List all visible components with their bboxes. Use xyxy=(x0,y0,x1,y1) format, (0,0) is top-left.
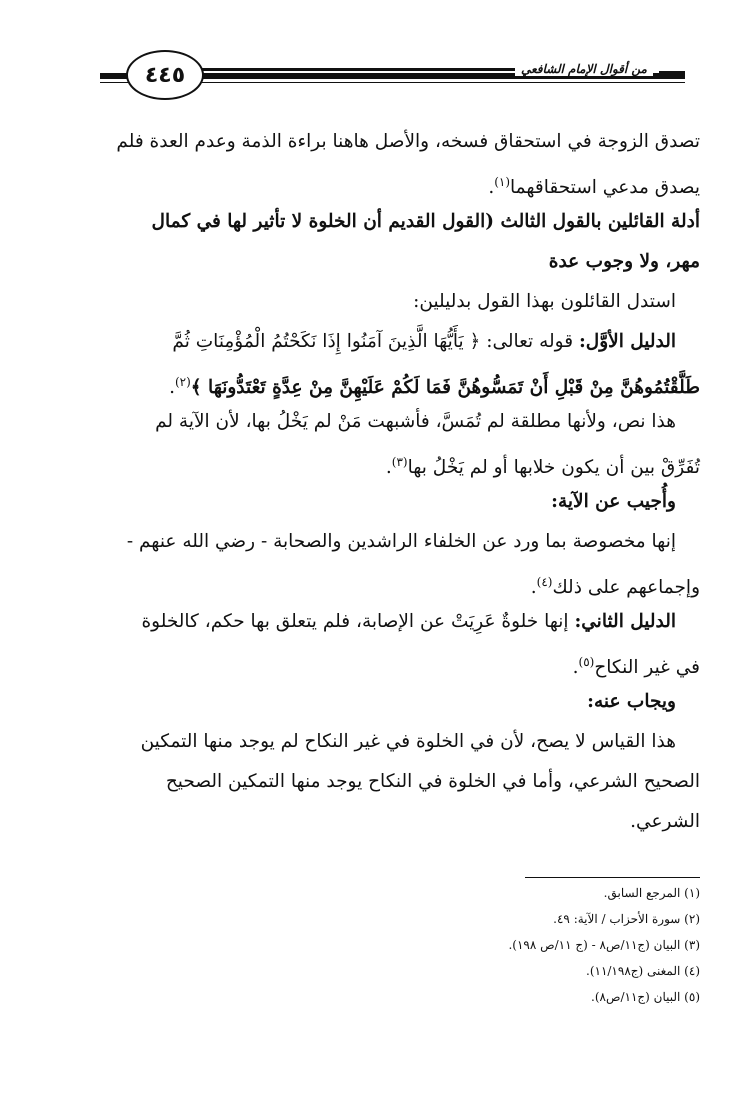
text-span: . xyxy=(572,657,579,679)
evidence-label: الدليل الأوَّل: xyxy=(578,331,676,352)
footnote-item: (٢) سورة الأحزاب / الآية: ٤٩. xyxy=(553,912,700,926)
text-line xyxy=(100,282,700,322)
text-span: إنها خلوةٌ عَرِيَتْ عن الإصابة، فلم يتعلق بها حكم، كالخلوة xyxy=(141,611,569,632)
footnote-item: (٣) البيان (ج١١/ص٨ - (ج ١١/ص ١٩٨). xyxy=(508,938,700,952)
text-line xyxy=(100,322,700,362)
text-line xyxy=(100,642,700,682)
text-line xyxy=(100,122,700,162)
text-line xyxy=(100,522,700,562)
text-span: تصدق الزوجة في استحقاق فسخه، والأصل هاهنا براءة الذمة وعدم العدة فلم xyxy=(116,131,700,152)
quran-verse: طَلَّقْتُمُوهُنَّ مِنْ قَبْلِ أَنْ تَمَسُّوهُنَّ فَمَا لَكُمْ عَلَيْهِنَّ مِنْ عِدَّةٍ تَعْتَدُّونَهَا ﴾ xyxy=(190,377,700,399)
footnote-ref: (١) xyxy=(494,175,511,189)
text-line xyxy=(100,562,700,602)
evidence-label: الدليل الثاني: xyxy=(574,611,676,632)
page-header xyxy=(100,50,685,98)
footnote-item: (١) المرجع السابق. xyxy=(603,886,700,900)
text-span: يصدق مدعي استحقاقهما xyxy=(510,177,700,199)
text-span: . xyxy=(385,457,392,479)
page-number: ٤٤٥ xyxy=(126,50,204,100)
main-text xyxy=(100,122,700,842)
footnotes xyxy=(300,880,700,1010)
text-span: قوله تعالى: ﴿ يَأَيُّهَا الَّذِينَ آمَنُوا إِذَا نَكَحْتُمُ الْمُؤْمِنَاتِ ثُمَّ xyxy=(172,331,574,352)
footnote-separator xyxy=(525,877,700,878)
text-span: . xyxy=(530,577,537,599)
text-span: ويجاب عنه: xyxy=(587,691,676,712)
text-span: أدلة القائلين بالقول الثالث (القول القديم أن الخلوة لا تأثير لها في كمال xyxy=(151,211,700,232)
text-span: تُفَرِّقْ بين أن يكون خلابها أو لم يَخْلُ بها xyxy=(407,457,700,479)
text-span: الشرعي. xyxy=(630,811,700,832)
footnote-ref: (٢) xyxy=(174,375,191,389)
subheading xyxy=(100,682,700,722)
text-line xyxy=(100,402,700,442)
text-span: هذا نص، ولأنها مطلقة لم تُمَسَّ، فأشبهت مَنْ لم يَخْلُ بها، لأن الآية لم xyxy=(155,411,676,432)
footnote-ref: (٤) xyxy=(536,575,553,589)
text-line xyxy=(100,162,700,202)
text-span: هذا القياس لا يصح، لأن في الخلوة في غير النكاح لم يوجد منها التمكين xyxy=(140,731,676,752)
text-line xyxy=(100,722,700,762)
text-line xyxy=(100,362,700,402)
footnote-item: (٥) البيان (ج١١/ص٨). xyxy=(591,990,700,1004)
text-span: وإجماعهم على ذلك xyxy=(552,577,700,599)
text-line xyxy=(100,802,700,842)
section-heading-cont xyxy=(100,242,700,282)
footnote-item: (٤) المغنى (ج١١/١٩٨). xyxy=(586,964,700,978)
text-span: في غير النكاح xyxy=(594,657,700,679)
subheading xyxy=(100,482,700,522)
text-span: إنها مخصوصة بما ورد عن الخلفاء الراشدين والصحابة - رضي الله عنهم - xyxy=(126,531,676,552)
text-span: مهر، ولا وجوب عدة xyxy=(548,251,700,272)
text-span: وأُجيب عن الآية: xyxy=(551,491,676,512)
text-line xyxy=(100,762,700,802)
running-title: من أقوال الإمام الشافعي xyxy=(515,62,653,76)
text-line xyxy=(100,602,700,642)
header-end-mark xyxy=(659,71,685,79)
footnote-ref: (٣) xyxy=(391,455,408,469)
text-span: . xyxy=(169,377,175,399)
text-line xyxy=(100,442,700,482)
section-heading xyxy=(100,202,700,242)
footnote-ref: (٥) xyxy=(578,655,595,669)
text-span: الصحيح الشرعي، وأما في الخلوة في النكاح يوجد منها التمكين الصحيح xyxy=(165,771,700,792)
text-span: . xyxy=(488,177,495,199)
text-span: استدل القائلون بهذا القول بدليلين: xyxy=(413,291,676,312)
